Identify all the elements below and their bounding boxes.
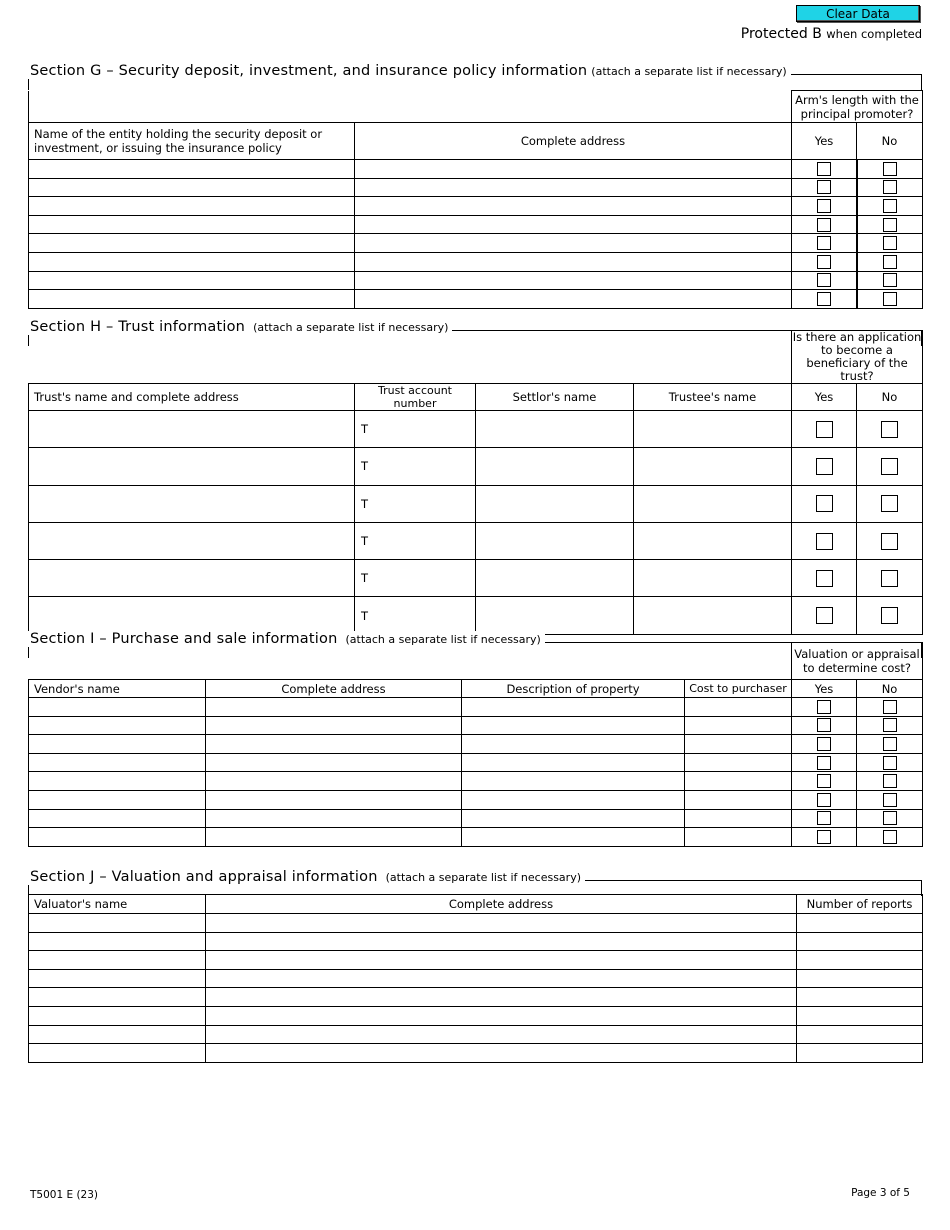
trust-account-prefix: T xyxy=(361,459,369,474)
yes-cell xyxy=(792,178,857,197)
no-cell xyxy=(857,178,923,197)
protected-label xyxy=(741,26,922,42)
address-field[interactable] xyxy=(355,290,792,309)
settlor-name-field[interactable] xyxy=(476,485,634,522)
yes-checkbox[interactable] xyxy=(817,218,831,232)
trustee-name-field[interactable] xyxy=(634,448,792,485)
valuator-name-field[interactable] xyxy=(29,1044,206,1063)
trust-account-prefix: T xyxy=(361,608,369,623)
yes-cell xyxy=(792,772,857,791)
settlor-name-field[interactable] xyxy=(476,597,634,634)
table-row xyxy=(29,988,923,1007)
table-row xyxy=(29,411,923,448)
no-cell xyxy=(857,597,923,634)
no-cell xyxy=(857,753,923,772)
trust-account-prefix: T xyxy=(361,496,369,511)
yes-cell xyxy=(792,828,857,847)
no-checkbox[interactable] xyxy=(883,218,897,232)
address-field[interactable] xyxy=(206,951,797,970)
description-field[interactable] xyxy=(462,809,685,828)
description-field[interactable] xyxy=(462,698,685,717)
reports-field[interactable] xyxy=(797,1006,923,1025)
no-checkbox[interactable] xyxy=(883,292,897,306)
section-g-group-header: Arm's length with the principal promoter? xyxy=(792,91,923,123)
address-field[interactable] xyxy=(206,914,797,933)
trust-name-field[interactable] xyxy=(29,485,355,522)
vendor-name-field[interactable] xyxy=(29,790,206,809)
table-row xyxy=(29,271,923,290)
table-row xyxy=(29,197,923,216)
yes-checkbox[interactable] xyxy=(817,811,831,825)
section-h-table xyxy=(28,330,923,635)
no-checkbox[interactable] xyxy=(881,533,898,550)
no-checkbox[interactable] xyxy=(881,421,898,438)
section-i-col-yes: Yes xyxy=(792,680,857,698)
trust-name-field[interactable] xyxy=(29,411,355,448)
address-field[interactable] xyxy=(206,753,462,772)
trust-account-prefix: T xyxy=(361,571,369,586)
table-row xyxy=(29,215,923,234)
no-cell xyxy=(857,160,923,179)
yes-checkbox[interactable] xyxy=(817,236,831,250)
no-cell xyxy=(857,271,923,290)
no-cell xyxy=(857,809,923,828)
section-i-spacer xyxy=(29,643,792,680)
no-checkbox[interactable] xyxy=(883,236,897,250)
entity-name-field[interactable] xyxy=(29,234,355,253)
entity-name-field[interactable] xyxy=(29,160,355,179)
section-h-col-yes: Yes xyxy=(792,384,857,411)
yes-checkbox[interactable] xyxy=(816,458,833,475)
section-h-spacer xyxy=(29,331,792,384)
no-checkbox[interactable] xyxy=(883,756,897,770)
table-row xyxy=(29,1006,923,1025)
yes-cell xyxy=(792,271,857,290)
section-g-title-text: Section G – Security deposit, investment, and insurance policy information xyxy=(30,63,588,79)
section-g-col-no: No xyxy=(857,123,923,160)
protected-sub: when completed xyxy=(826,27,922,41)
address-field[interactable] xyxy=(206,1044,797,1063)
section-h-group-header: Is there an application to become a beneficiary of the trust? xyxy=(792,330,922,383)
yes-cell xyxy=(792,290,857,309)
settlor-name-field[interactable] xyxy=(476,448,634,485)
yes-checkbox[interactable] xyxy=(817,700,831,714)
section-g-col-yes: Yes xyxy=(792,123,857,160)
vendor-name-field[interactable] xyxy=(29,716,206,735)
section-g-note: (attach a separate list if necessary) xyxy=(591,65,787,78)
section-i-col-vendor: Vendor's name xyxy=(29,680,206,698)
table-row xyxy=(29,1025,923,1044)
description-field[interactable] xyxy=(462,828,685,847)
section-h-note: (attach a separate list if necessary) xyxy=(253,321,449,334)
trustee-name-field[interactable] xyxy=(634,597,792,634)
table-row xyxy=(29,932,923,951)
table-row xyxy=(29,914,923,933)
trust-account-field[interactable] xyxy=(355,560,476,597)
no-cell xyxy=(857,485,923,522)
cost-field[interactable] xyxy=(685,772,792,791)
address-field[interactable] xyxy=(355,234,792,253)
trust-name-field[interactable] xyxy=(29,560,355,597)
yes-checkbox[interactable] xyxy=(817,718,831,732)
table-row xyxy=(29,560,923,597)
no-cell xyxy=(857,448,923,485)
section-j-col-valuator: Valuator's name xyxy=(29,895,206,914)
yes-cell xyxy=(792,448,857,485)
section-j-table xyxy=(28,894,923,1063)
section-g-title xyxy=(26,63,791,79)
yes-cell xyxy=(792,597,857,634)
entity-name-field[interactable] xyxy=(29,271,355,290)
vendor-name-field[interactable] xyxy=(29,828,206,847)
trustee-name-field[interactable] xyxy=(634,485,792,522)
trust-account-field[interactable] xyxy=(355,597,476,634)
yes-cell xyxy=(792,485,857,522)
reports-field[interactable] xyxy=(797,914,923,933)
table-row xyxy=(29,969,923,988)
address-field[interactable] xyxy=(355,197,792,216)
yes-checkbox[interactable] xyxy=(816,533,833,550)
trust-name-field[interactable] xyxy=(29,448,355,485)
yes-cell xyxy=(792,522,857,559)
reports-field[interactable] xyxy=(797,1025,923,1044)
yes-checkbox[interactable] xyxy=(816,421,833,438)
no-checkbox[interactable] xyxy=(883,737,897,751)
valuator-name-field[interactable] xyxy=(29,932,206,951)
no-checkbox[interactable] xyxy=(883,793,897,807)
yes-cell xyxy=(792,411,857,448)
yes-cell xyxy=(792,215,857,234)
address-field[interactable] xyxy=(355,252,792,271)
table-row xyxy=(29,772,923,791)
no-cell xyxy=(857,215,923,234)
address-field[interactable] xyxy=(355,271,792,290)
yes-cell xyxy=(792,698,857,717)
settlor-name-field[interactable] xyxy=(476,522,634,559)
trust-account-prefix: T xyxy=(361,534,369,549)
table-row xyxy=(29,178,923,197)
address-field[interactable] xyxy=(206,809,462,828)
entity-name-field[interactable] xyxy=(29,290,355,309)
settlor-name-field[interactable] xyxy=(476,560,634,597)
trust-account-field[interactable] xyxy=(355,485,476,522)
entity-name-field[interactable] xyxy=(29,197,355,216)
no-cell xyxy=(857,411,923,448)
yes-checkbox[interactable] xyxy=(816,495,833,512)
trust-name-field[interactable] xyxy=(29,597,355,634)
yes-checkbox[interactable] xyxy=(816,607,833,624)
valuator-name-field[interactable] xyxy=(29,1006,206,1025)
yes-cell xyxy=(792,753,857,772)
trust-account-field[interactable] xyxy=(355,411,476,448)
trustee-name-field[interactable] xyxy=(634,560,792,597)
section-j-title-text: Section J – Valuation and appraisal information xyxy=(30,869,378,885)
section-h-col-trustee: Trustee's name xyxy=(634,384,792,411)
table-row xyxy=(29,234,923,253)
no-checkbox[interactable] xyxy=(883,718,897,732)
yes-cell xyxy=(792,560,857,597)
yes-checkbox[interactable] xyxy=(817,255,831,269)
cost-field[interactable] xyxy=(685,790,792,809)
yes-cell xyxy=(792,716,857,735)
cost-field[interactable] xyxy=(685,716,792,735)
section-h-title-text: Section H – Trust information xyxy=(30,319,246,335)
no-cell xyxy=(857,234,923,253)
trust-name-field[interactable] xyxy=(29,522,355,559)
no-checkbox[interactable] xyxy=(883,273,897,287)
entity-name-field[interactable] xyxy=(29,252,355,271)
no-checkbox[interactable] xyxy=(883,162,897,176)
yes-cell xyxy=(792,735,857,754)
yes-checkbox[interactable] xyxy=(817,180,831,194)
reports-field[interactable] xyxy=(797,1044,923,1063)
section-h-col-no: No xyxy=(857,384,923,411)
no-checkbox[interactable] xyxy=(881,607,898,624)
address-field[interactable] xyxy=(206,828,462,847)
address-field[interactable] xyxy=(206,932,797,951)
table-row xyxy=(29,716,923,735)
yes-cell xyxy=(792,234,857,253)
trustee-name-field[interactable] xyxy=(634,522,792,559)
table-row xyxy=(29,951,923,970)
section-g-col-entity: Name of the entity holding the security deposit or investment, or issuing the insurance policy xyxy=(29,123,355,160)
table-row xyxy=(29,485,923,522)
vendor-name-field[interactable] xyxy=(29,809,206,828)
cost-field[interactable] xyxy=(685,828,792,847)
valuator-name-field[interactable] xyxy=(29,969,206,988)
cost-field[interactable] xyxy=(685,698,792,717)
no-cell xyxy=(857,560,923,597)
table-row xyxy=(29,522,923,559)
table-row xyxy=(29,809,923,828)
section-g-spacer xyxy=(29,91,792,123)
table-row xyxy=(29,290,923,309)
no-checkbox[interactable] xyxy=(883,811,897,825)
settlor-name-field[interactable] xyxy=(476,411,634,448)
yes-checkbox[interactable] xyxy=(817,199,831,213)
clear-data-button[interactable]: Clear Data xyxy=(796,5,920,22)
valuator-name-field[interactable] xyxy=(29,914,206,933)
table-row xyxy=(29,735,923,754)
trust-account-field[interactable] xyxy=(355,448,476,485)
yes-checkbox[interactable] xyxy=(817,273,831,287)
yes-checkbox[interactable] xyxy=(817,162,831,176)
yes-cell xyxy=(792,160,857,179)
address-field[interactable] xyxy=(206,969,797,988)
cost-field[interactable] xyxy=(685,735,792,754)
reports-field[interactable] xyxy=(797,951,923,970)
section-g-table xyxy=(28,90,923,309)
table-row xyxy=(29,828,923,847)
reports-field[interactable] xyxy=(797,988,923,1007)
valuator-name-field[interactable] xyxy=(29,988,206,1007)
yes-checkbox[interactable] xyxy=(817,830,831,844)
address-field[interactable] xyxy=(206,735,462,754)
valuator-name-field[interactable] xyxy=(29,951,206,970)
section-i-col-cost: Cost to purchaser xyxy=(685,680,792,698)
section-h-col-account: Trust account number xyxy=(355,384,476,411)
yes-cell xyxy=(792,790,857,809)
trust-account-field[interactable] xyxy=(355,522,476,559)
reports-field[interactable] xyxy=(797,969,923,988)
section-j-title xyxy=(26,869,585,885)
table-row xyxy=(29,753,923,772)
yes-checkbox[interactable] xyxy=(817,793,831,807)
no-cell xyxy=(857,828,923,847)
table-row xyxy=(29,252,923,271)
vendor-name-field[interactable] xyxy=(29,698,206,717)
section-h-col-settlor: Settlor's name xyxy=(476,384,634,411)
entity-name-field[interactable] xyxy=(29,215,355,234)
no-checkbox[interactable] xyxy=(883,199,897,213)
protected-main: Protected B xyxy=(740,26,822,42)
section-i-col-no: No xyxy=(857,680,923,698)
yes-checkbox[interactable] xyxy=(816,570,833,587)
no-cell xyxy=(857,290,923,309)
cost-field[interactable] xyxy=(685,753,792,772)
address-field[interactable] xyxy=(206,1006,797,1025)
table-row xyxy=(29,1044,923,1063)
table-row xyxy=(29,160,923,179)
vendor-name-field[interactable] xyxy=(29,753,206,772)
section-h-col-trust: Trust's name and complete address xyxy=(29,384,355,411)
no-cell xyxy=(857,735,923,754)
yes-checkbox[interactable] xyxy=(817,292,831,306)
description-field[interactable] xyxy=(462,772,685,791)
no-checkbox[interactable] xyxy=(881,458,898,475)
section-i-group-header: Valuation or appraisal to determine cost? xyxy=(792,643,923,680)
section-i-col-description: Description of property xyxy=(462,680,685,698)
yes-cell xyxy=(792,809,857,828)
section-j-note: (attach a separate list if necessary) xyxy=(385,871,581,884)
trustee-name-field[interactable] xyxy=(634,411,792,448)
yes-cell xyxy=(792,197,857,216)
address-field[interactable] xyxy=(206,698,462,717)
yes-checkbox[interactable] xyxy=(817,774,831,788)
section-i-title-text: Section I – Purchase and sale information xyxy=(30,631,338,647)
section-i-table xyxy=(28,642,923,847)
description-field[interactable] xyxy=(462,716,685,735)
description-field[interactable] xyxy=(462,790,685,809)
section-j-col-address: Complete address xyxy=(206,895,797,914)
no-checkbox[interactable] xyxy=(883,255,897,269)
no-checkbox[interactable] xyxy=(881,495,898,512)
entity-name-field[interactable] xyxy=(29,178,355,197)
no-cell xyxy=(857,698,923,717)
table-row xyxy=(29,448,923,485)
table-row xyxy=(29,698,923,717)
no-cell xyxy=(857,252,923,271)
vendor-name-field[interactable] xyxy=(29,772,206,791)
section-i-col-address: Complete address xyxy=(206,680,462,698)
address-field[interactable] xyxy=(206,716,462,735)
address-field[interactable] xyxy=(206,772,462,791)
form-id: T5001 E (23) xyxy=(30,1189,98,1201)
address-field[interactable] xyxy=(206,988,797,1007)
yes-checkbox[interactable] xyxy=(817,737,831,751)
address-field[interactable] xyxy=(206,1025,797,1044)
table-row xyxy=(29,597,923,634)
section-j-col-reports: Number of reports xyxy=(797,895,923,914)
description-field[interactable] xyxy=(462,753,685,772)
address-field[interactable] xyxy=(355,178,792,197)
valuator-name-field[interactable] xyxy=(29,1025,206,1044)
no-cell xyxy=(857,197,923,216)
page-number: Page 3 of 5 xyxy=(851,1187,910,1199)
section-g-col-address: Complete address xyxy=(355,123,792,160)
no-cell xyxy=(857,522,923,559)
yes-cell xyxy=(792,252,857,271)
no-cell xyxy=(857,772,923,791)
cost-field[interactable] xyxy=(685,809,792,828)
trust-account-prefix: T xyxy=(361,422,369,437)
no-checkbox[interactable] xyxy=(883,774,897,788)
table-row xyxy=(29,790,923,809)
yes-checkbox[interactable] xyxy=(817,756,831,770)
address-field[interactable] xyxy=(355,160,792,179)
section-i-note: (attach a separate list if necessary) xyxy=(345,633,541,646)
no-checkbox[interactable] xyxy=(881,570,898,587)
no-checkbox[interactable] xyxy=(883,700,897,714)
reports-field[interactable] xyxy=(797,932,923,951)
address-field[interactable] xyxy=(206,790,462,809)
no-cell xyxy=(857,716,923,735)
address-field[interactable] xyxy=(355,215,792,234)
description-field[interactable] xyxy=(462,735,685,754)
no-checkbox[interactable] xyxy=(883,830,897,844)
no-checkbox[interactable] xyxy=(883,180,897,194)
vendor-name-field[interactable] xyxy=(29,735,206,754)
no-cell xyxy=(857,790,923,809)
